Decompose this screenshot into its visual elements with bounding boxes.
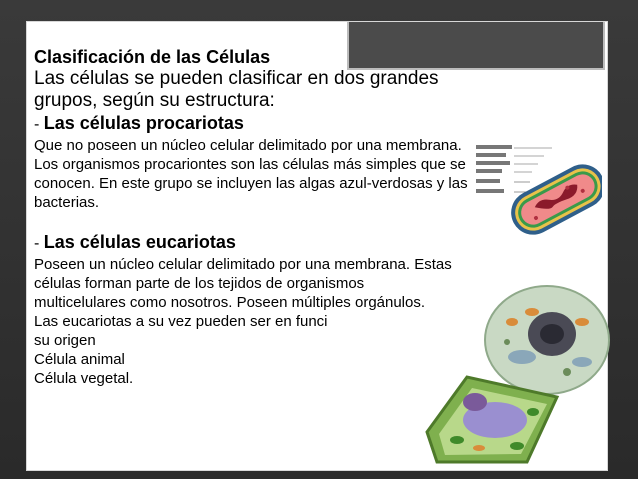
slide-title: Clasificación de las Células (34, 47, 271, 67)
spacer (34, 212, 484, 231)
eukaryote-origin-line2: su origen (34, 332, 96, 349)
eukaryote-text: Poseen un núcleo celular delimitado por una membrana. Estas células forman parte de los tejidos de organismos multicelulares como nosotros. Poseen múltiples orgánulos. (34, 256, 452, 311)
label-marks (476, 145, 512, 193)
prokaryote-dash: - (34, 116, 44, 133)
plant-nucleus-icon (463, 393, 487, 411)
plant-cell-diagram-icon (417, 362, 567, 470)
prokaryote-heading: Las células procariotas (43, 113, 244, 133)
eukaryote-origin-line1: Las eucariotas a su vez pueden ser en funci (34, 313, 328, 330)
intro-text: Las células se pueden clasificar en dos grandes grupos, según su estructura: (34, 68, 439, 111)
prokaryote-subhead (34, 112, 484, 136)
slide-card (27, 22, 607, 470)
eukaryote-heading: Las células eucariotas (43, 232, 236, 252)
prokaryote-text: Que no poseen un núcleo celular delimitado por una membrana. Los organismos procariontes son las células más simples que se conocen. En este grupo se incluyen las algas azul-verdosas y las bacterias. (34, 137, 468, 211)
type-plant: Célula vegetal. (34, 370, 134, 387)
content-text-block (34, 46, 484, 388)
type-animal: Célula animal (34, 351, 125, 368)
eukaryote-dash: - (34, 235, 44, 252)
eukaryote-subhead (34, 231, 484, 255)
bacterium-diagram-icon (472, 140, 602, 240)
